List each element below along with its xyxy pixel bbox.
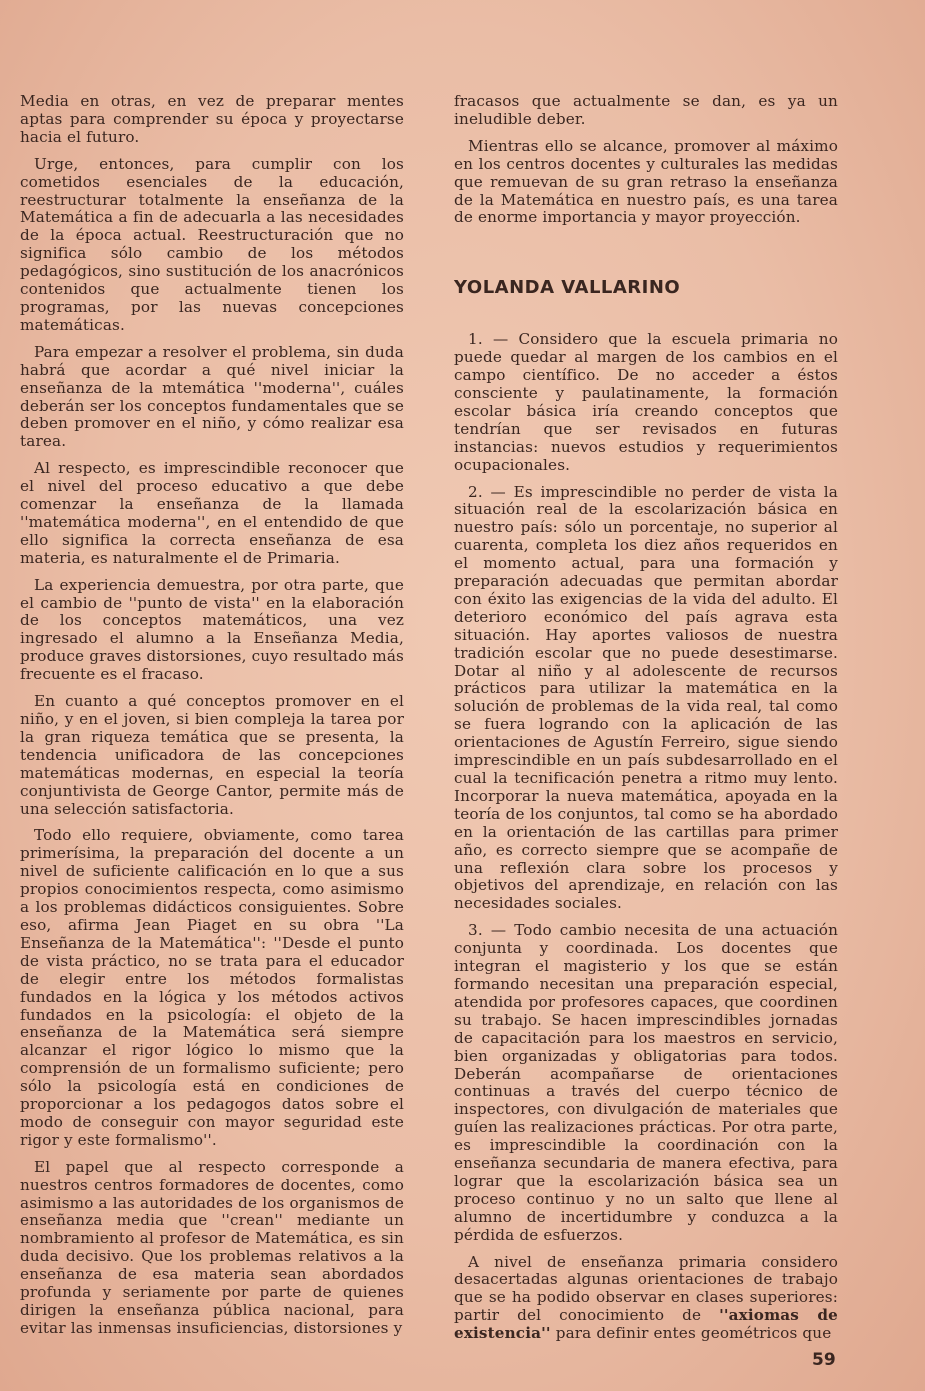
paragraph: En cuanto a qué conceptos promover en el niño, y en el joven, si bien compleja la tarea por la gran riqueza temática que se presenta, la tendencia unificadora de las concepciones matemáticas modernas, en especial la teoría conjuntivista de George Cantor, permite más de una selección satisfactoria. <box>20 692 404 818</box>
paragraph: Media en otras, en vez de preparar mentes aptas para comprender su época y proyectarse hacia el futuro. <box>20 92 404 146</box>
bold-term: ''axiomas de existencia'' <box>454 1306 838 1343</box>
paragraph: Todo ello requiere, obviamente, como tarea primerísima, la preparación del docente a un nivel de suficiente calificación en lo que a sus propios conocimientos respecta, como asimismo a los problemas didácticos consiguientes. Sobre eso, afirma Jean Piaget en su obra ''La Enseñanza de la Matemática'': ''Desde el punto de vista práctico, no se trata para el educador de elegir entre los métodos formalistas fundados en la lógica y los métodos activos fundados en la psicología: el objeto de la enseñanza de la Matemática será siempre alcanzar el rigor lógico lo mismo que la comprensión de un formalismo suficiente; pero sólo la psicología está en condiciones de proporcionar a los pedagogos datos sobre el modo de conseguir con mayor seguridad este rigor y este formalismo''. <box>20 826 404 1149</box>
right-column-intro <box>454 93 838 227</box>
paragraph-text-start: A nivel de enseñanza primaria considero desacertadas algunas orientaciones de trabajo que se ha podido observar en clases superiores: partir del conocimiento de <box>454 1252 838 1325</box>
paragraph: 3. — Todo cambio necesita de una actuación conjunta y coordinada. Los docentes que integran el magisterio y los que se están formando necesitan una preparación especial, atendida por profesores capaces, que coordinen su trabajo. Se hacen imprescindibles jornadas de capacitación para los maestros en servicio, bien organizadas y obligatorias para todos. Deberán acompañarse de orientaciones continuas a través del cuerpo técnico de inspectores, con divulgación de materiales que guíen las realizaciones prácticas. Por otra parte, es imprescindible la coordinación con la enseñanza secundaria de manera efectiva, para lograr que la escolarización básica sea un proceso continuo y no un salto que llene al alumno de incertidumbre y conduzca a la pérdida de esfuerzos. <box>454 921 838 1244</box>
paragraph: El papel que al respecto corresponde a nuestros centros formadores de docentes, como asimismo a las autoridades de los organismos de enseñanza media que ''crean'' mediante un nombramiento al profesor de Matemática, es sin duda decisivo. Que los problemas relativos a la enseñanza de esa materia sean abordados profunda y seriamente por parte de quienes dirigen la enseñanza pública nacional, para evitar las inmensas insuficiencias, distorsiones y <box>20 1157 404 1337</box>
section-heading: YOLANDA VALLARINO <box>454 277 681 299</box>
page-number: 59 <box>812 1350 836 1370</box>
right-column-body <box>454 331 838 1343</box>
paragraph: Urge, entonces, para cumplir con los cometidos esenciales de la educación, reestructurar totalmente la enseñanza de la Matemática a fin de adecuarla a las necesidades de la época actual. Reestructuración que no significa sólo cambio de los métodos pedagógicos, sino sustitución de los anacrónicos contenidos que actualmente tienen los programas, por las nuevas concepciones matemáticas. <box>20 154 404 334</box>
left-column <box>20 93 404 1347</box>
paragraph: fracasos que actualmente se dan, es ya un ineludible deber. <box>454 92 838 128</box>
paragraph: Mientras ello se alcance, promover al máximo en los centros docentes y culturales las medidas que remuevan de su gran retraso la enseñanza de la Matemática en nuestro país, es una tarea de enorme importancia y mayor proyección. <box>454 136 838 227</box>
paragraph: Para empezar a resolver el problema, sin duda habrá que acordar a qué nivel iniciar la enseñanza de la mtemática ''moderna'', cuáles deberán ser los conceptos fundamentales que se deben promover en el niño, y cómo realizar esa tarea. <box>20 342 404 451</box>
paragraph: Al respecto, es imprescindible reconocer que el nivel del proceso educativo a que debe comenzar la enseñanza de la llamada ''matemática moderna'', en el entendido de que ello significa la correcta enseñanza de esa materia, es naturalmente el de Primaria. <box>20 459 404 567</box>
paragraph: 2. — Es imprescindible no perder de vista la situación real de la escolarización básica en nuestro país: sólo un porcentaje, no superior al cuarenta, completa los diez años requeridos en el momento actual, para una formación y preparación adecuadas que permitan abordar con éxito las exigencias de la vida del adulto. El deterioro económico del país agrava esta situación. Hay aportes valiosos de nuestra tradición escolar que no puede desestimarse. Dotar al niño y al adolescente de recursos prácticos para utilizar la matemática en la solución de problemas de la vida real, tal como se fuera logrando con la aplicación de las orientaciones de Agustín Ferreiro, sigue siendo imprescindible en un país subdesarrollado en el cual la tecnificación penetra a ritmo muy lento. Incorporar la nueva matemática, apoyada en la teoría de los conjuntos, tal como se ha abordado en la orientación de las cartillas para primer año, es correcto siempre que se acompañe de una reflexión clara sobre los procesos y objetivos del aprendizaje, en relación con las necesidades sociales. <box>454 482 838 913</box>
paragraph: 1. — Considero que la escuela primaria no puede quedar al margen de los cambios en el campo científico. De no acceder a éstos consciente y paulatinamente, la formación escolar básica iría creando conceptos que tendrían que ser revisados en futuras instancias: nuevos estudios y requerimientos ocupacionales. <box>454 330 838 474</box>
paragraph-text-end: para definir entes geométricos que <box>550 1324 832 1343</box>
paragraph <box>454 1254 838 1344</box>
paragraph: La experiencia demuestra, por otra parte, que el cambio de ''punto de vista'' en la elaboración de los conceptos matemáticos, una vez ingresado el alumno a la Enseñanza Media, produce graves distorsiones, cuyo resultado más frecuente es el fracaso. <box>20 575 404 684</box>
right-column <box>454 93 838 1352</box>
